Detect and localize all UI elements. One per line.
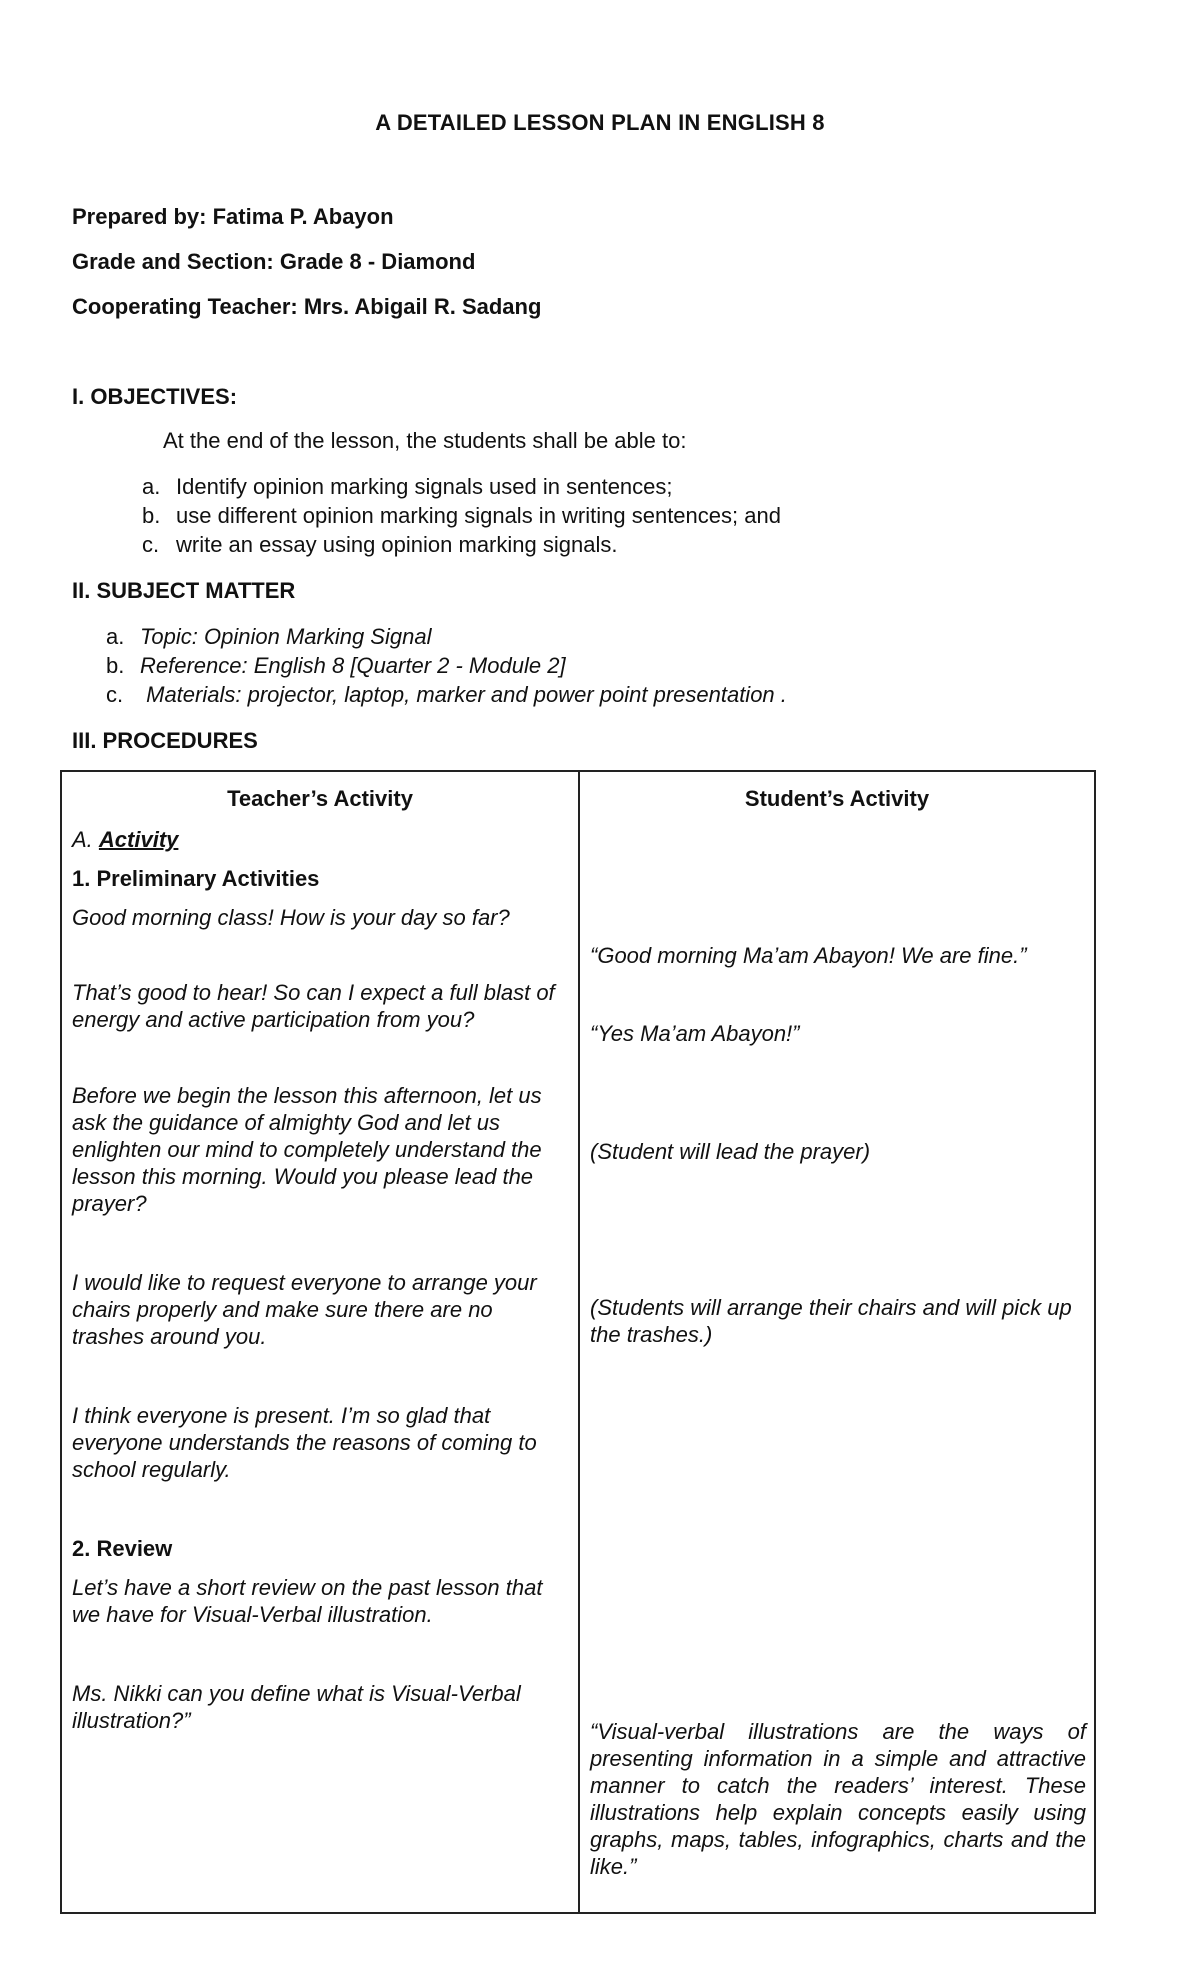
activity-label: Activity — [98, 827, 179, 852]
list-item: a. Identify opinion marking signals used in sentences; — [142, 474, 673, 499]
list-item: c. Materials: projector, laptop, marker and power point presentation . — [106, 682, 787, 707]
student-line-yes: “Yes Ma’am Abayon!” — [590, 1021, 800, 1046]
cooperating-teacher: Cooperating Teacher: Mrs. Abigail R. Sadang — [72, 294, 542, 319]
teacher-line-greeting: Good morning class! How is your day so far? — [72, 905, 510, 930]
preliminary-activities-heading: 1. Preliminary Activities — [72, 866, 320, 891]
subject-matter-list — [106, 622, 787, 709]
prepared-by: Prepared by: Fatima P. Abayon — [72, 204, 394, 229]
objectives-intro: At the end of the lesson, the students shall be able to: — [163, 428, 687, 453]
document-title: A DETAILED LESSON PLAN IN ENGLISH 8 — [375, 110, 825, 135]
teacher-line-review: Let’s have a short review on the past lesson that we have for Visual-Verbal illustration. — [72, 1575, 543, 1627]
student-activity-header: Student’s Activity — [744, 786, 930, 811]
procedures-heading: III. PROCEDURES — [72, 728, 258, 753]
list-item: b. use different opinion marking signals in writing sentences; and — [142, 503, 781, 528]
teacher-line-chairs: I would like to request everyone to arrange your chairs properly and make sure there are no trashes around you. — [72, 1270, 537, 1349]
teacher-line-energy: That’s good to hear! So can I expect a full blast of energy and active participation from you? — [72, 980, 555, 1032]
teacher-line-attendance: I think everyone is present. I’m so glad that everyone understands the reasons of coming to school regularly. — [72, 1403, 537, 1482]
teacher-line-question: Ms. Nikki can you define what is Visual-Verbal illustration?” — [72, 1681, 521, 1733]
procedures-table — [60, 770, 1096, 1914]
review-heading: 2. Review — [72, 1536, 173, 1561]
list-item: c. write an essay using opinion marking signals. — [142, 532, 618, 557]
teacher-activity-header: Teacher’s Activity — [227, 786, 413, 811]
list-item: b. Reference: English 8 [Quarter 2 - Module 2] — [106, 653, 566, 678]
section-a-heading: A. Activity — [72, 827, 179, 852]
teacher-activity-column — [61, 771, 579, 1913]
grade-section: Grade and Section: Grade 8 - Diamond — [72, 249, 476, 274]
student-line-chairs: (Students will arrange their chairs and will pick up the trashes.) — [590, 1295, 1072, 1347]
teacher-line-prayer: Before we begin the lesson this afternoon, let us ask the guidance of almighty God and let us enlighten our mind to completely understand the lesson this morning. Would you please lead the prayer? — [72, 1083, 542, 1216]
objectives-heading: I. OBJECTIVES: — [72, 384, 238, 409]
list-item: a. Topic: Opinion Marking Signal — [106, 624, 432, 649]
objectives-list — [142, 472, 781, 559]
student-line-prayer: (Student will lead the prayer) — [590, 1139, 871, 1164]
subject-matter-heading: II. SUBJECT MATTER — [72, 578, 296, 603]
student-line-greeting: “Good morning Ma’am Abayon! We are fine.” — [590, 943, 1027, 968]
student-activity-column — [579, 771, 1095, 1913]
student-line-definition: “Visual-verbal illustrations are the ways of presenting information in a simple and attractive manner to catch the readers’ interest. These illustrations help explain concepts easily using graphs, maps, tables, infographics, charts and the like.” — [590, 1719, 1086, 1879]
